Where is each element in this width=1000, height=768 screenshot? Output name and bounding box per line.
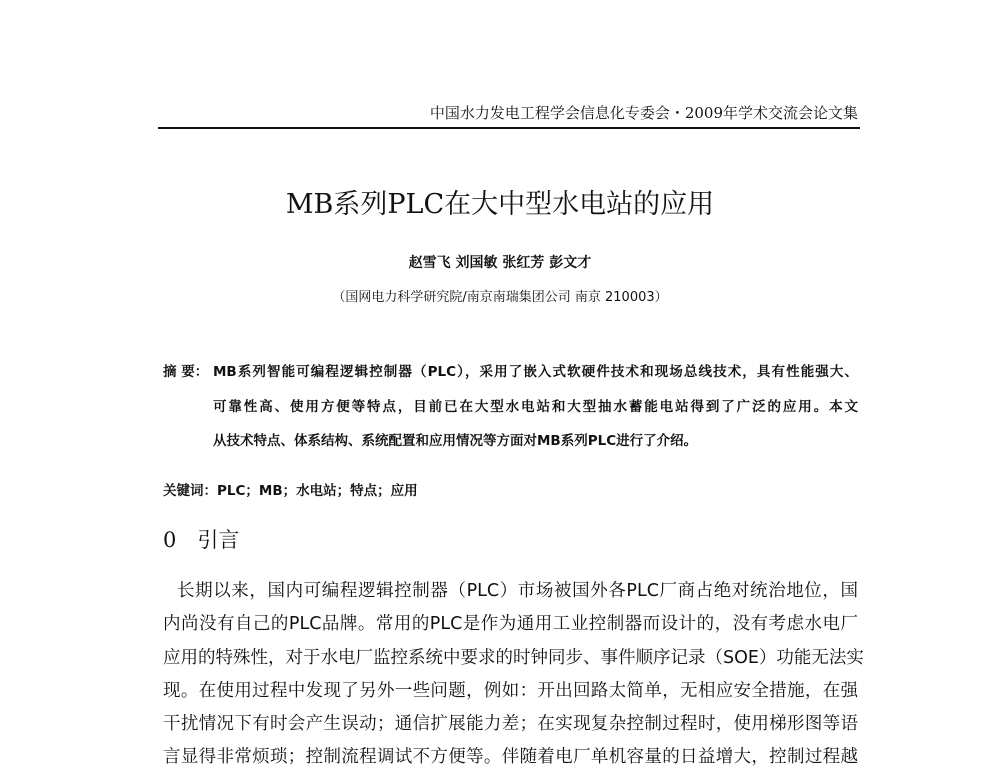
body-line: 现。在使用过程中发现了另外一些问题，例如：开出回路太简单，无相应安全措施，在强 — [163, 681, 858, 701]
running-header: 中国水力发电工程学会信息化专委会・2009年学术交流会论文集 — [429, 104, 858, 122]
body-line: 干扰情况下有时会产生误动；通信扩展能力差；在实现复杂控制过程时，使用梯形图等语 — [163, 714, 858, 734]
body-line: 长期以来，国内可编程逻辑控制器（PLC）市场被国外各PLC厂商占绝对统治地位，国 — [177, 581, 858, 601]
authors: 赵雪飞 刘国敏 张红芳 彭文才 — [408, 255, 592, 271]
body-line: 应用的特殊性，对于水电厂监控系统中要求的时钟同步、事件顺序记录（SOE）功能无法实 — [163, 648, 864, 668]
section-heading: 0 引言 — [163, 528, 240, 552]
paper-title: MB系列PLC在大中型水电站的应用 — [285, 189, 715, 220]
abstract-label: 摘 要： — [163, 364, 209, 380]
keywords: 关键词：PLC；MB；水电站；特点；应用 — [163, 483, 418, 499]
abstract-line: 可靠性高、使用方便等特点，目前已在大型水电站和大型抽水蓄能电站得到了广泛的应用。本文 — [213, 399, 858, 415]
abstract-line: 从技术特点、体系结构、系统配置和应用情况等方面对MB系列PLC进行了介绍。 — [213, 433, 698, 449]
body-line: 内尚没有自己的PLC品牌。常用的PLC是作为通用工业控制器而设计的，没有考虑水电厂 — [163, 614, 858, 634]
affiliation: （国网电力科学研究院/南京南瑞集团公司 南京 210003） — [332, 290, 668, 305]
header-rule — [158, 127, 860, 129]
body-line: 言显得非常烦琐；控制流程调试不方便等。伴随着电厂单机容量的日益增大，控制过程越 — [163, 747, 858, 767]
abstract-line: MB系列智能可编程逻辑控制器（PLC），采用了嵌入式软硬件技术和现场总线技术，具有性能强大、 — [213, 364, 858, 380]
